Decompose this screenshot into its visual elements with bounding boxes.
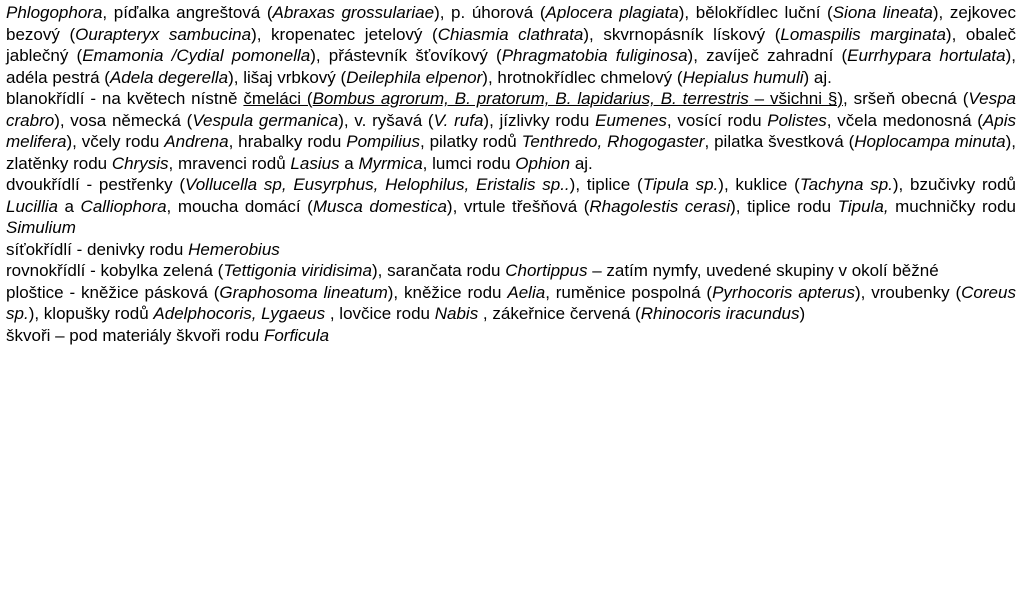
- text-run: ), přástevník šťovíkový (: [310, 46, 502, 65]
- latin-name: Forficula: [263, 325, 330, 345]
- text-run: ), klopušky rodů: [28, 304, 154, 323]
- text-run: a: [339, 153, 359, 173]
- text-run: muchničky rodu: [888, 196, 1016, 216]
- latin-name: Graphosoma lineatum: [219, 282, 388, 302]
- text-run: , mravenci rodů: [168, 153, 291, 173]
- text-run: blanokřídlí - na květech nístně: [6, 89, 244, 108]
- text-run: ), vroubenky (: [854, 282, 962, 302]
- latin-name: Lomaspilis marginata: [780, 24, 946, 44]
- latin-name: Phlogophora: [6, 3, 103, 22]
- latin-name: Rhagolestis cerasi: [589, 196, 731, 216]
- text-run: ploštice - kněžice pásková (: [6, 282, 220, 302]
- latin-name: Adela degerella: [109, 67, 229, 87]
- text-run: ), obaleč jablečný (: [6, 24, 1016, 65]
- latin-name: Myrmica: [358, 153, 423, 173]
- latin-name: Bombus agrorum, B. pratorum, B. lapidarius, B. terrestris: [312, 89, 749, 108]
- text-run: ), včely rodu: [66, 132, 165, 151]
- latin-name: Vespa crabro: [6, 89, 1016, 130]
- latin-name: Polistes: [767, 110, 827, 130]
- text-run: aj.: [570, 153, 593, 173]
- text-run: , lovčice rodu: [325, 304, 435, 323]
- latin-name: Hemerobius: [188, 239, 280, 259]
- latin-name: Chrysis: [111, 153, 169, 173]
- text-run: , moucha domácí (: [166, 196, 313, 216]
- latin-name: Adelphocoris, Lygaeus: [153, 304, 326, 323]
- text-run: a: [57, 196, 81, 216]
- latin-name: Hepialus humuli: [682, 67, 804, 87]
- latin-name: Abraxas grossulariae: [272, 3, 435, 22]
- text-run: čmeláci (: [243, 89, 313, 108]
- text-run: ) aj.: [803, 67, 832, 87]
- latin-name: Nabis: [434, 304, 479, 323]
- latin-name: Tipula,: [837, 196, 889, 216]
- latin-name: Emamonia /Cydial pomonella: [82, 46, 311, 65]
- latin-name: Apis melifera: [6, 110, 1016, 151]
- latin-name: Eumenes: [595, 110, 667, 130]
- paragraph-rovnokridli: [6, 260, 1016, 282]
- paragraph-dvoukridli: [6, 174, 1016, 239]
- text-run: rovnokřídlí - kobylka zelená (: [6, 261, 224, 280]
- document-body: [6, 2, 1016, 346]
- text-run: ), kuklice (: [718, 175, 800, 194]
- text-run: ), sarančata rodu: [372, 261, 506, 280]
- text-run: ), zlatěnky rodu: [6, 132, 1016, 173]
- latin-name: Tenthredo, Rhogogaster: [521, 132, 705, 151]
- text-run: ), kropenatec jetelový (: [251, 24, 438, 44]
- latin-name: Tachyna sp.: [799, 175, 893, 194]
- text-run: ), p. úhorová (: [434, 3, 546, 22]
- text-run: ), tiplice (: [569, 175, 643, 194]
- latin-name: Rhinocoris iracundus: [640, 304, 800, 323]
- latin-name: Vespula germanica: [192, 110, 339, 130]
- latin-name: Siona lineata: [832, 3, 933, 22]
- text-run: , lumci rodu: [422, 153, 516, 173]
- text-run: , včela medonosná (: [826, 110, 983, 130]
- text-run: ), jízlivky rodu: [483, 110, 596, 130]
- latin-name: Chortippus: [505, 261, 588, 280]
- latin-name: Andrena: [164, 132, 229, 151]
- text-run: ), tiplice rodu: [730, 196, 838, 216]
- text-run: , zákeřnice červená (: [478, 304, 641, 323]
- paragraph-sitokridli: [6, 239, 1016, 261]
- latin-name: Calliophora: [80, 196, 167, 216]
- latin-name: V. rufa: [433, 110, 484, 130]
- text-run: ), adéla pestrá (: [6, 46, 1016, 87]
- text-run: ), skvrnopásník lískový (: [583, 24, 781, 44]
- text-run: , ruměnice pospolná (: [545, 282, 713, 302]
- text-run: , vosící rodu: [666, 110, 768, 130]
- paragraph-blanokridli: [6, 88, 1016, 174]
- text-run: ), zejkovec bezový (: [6, 3, 1017, 44]
- text-run: ), hrotnokřídlec chmelový (: [482, 67, 683, 87]
- latin-name: Ourapteryx sambucina: [75, 24, 252, 44]
- paragraph-plostice: [6, 282, 1016, 325]
- text-run: , sršeň obecná (: [843, 89, 969, 108]
- latin-name: Phragmatobia fuliginosa: [501, 46, 688, 65]
- latin-name: Pyrhocoris apterus: [712, 282, 855, 302]
- text-run: ), vrtule třešňová (: [446, 196, 590, 216]
- latin-name: Tettigonia viridisima: [223, 261, 372, 280]
- paragraph-motyli: [6, 2, 1016, 88]
- latin-name: Ophion: [515, 153, 571, 173]
- latin-name: Tipula sp.: [642, 175, 719, 194]
- text-run: dvoukřídlí - pestřenky (: [6, 175, 185, 194]
- text-run: ), bzučivky rodů: [892, 175, 1016, 194]
- text-run: škvoři – pod materiály škvoři rodu: [6, 325, 264, 345]
- text-run: – všichni §): [748, 89, 843, 108]
- text-run: , hrabalky rodu: [228, 132, 347, 151]
- latin-name: Musca domestica: [312, 196, 447, 216]
- latin-name: Coreus sp.: [6, 282, 1016, 323]
- latin-name: Aelia: [507, 282, 546, 302]
- text-run: ), kněžice rodu: [387, 282, 508, 302]
- text-run: síťokřídlí - denivky rodu: [6, 239, 189, 259]
- latin-name: Simulium: [6, 218, 76, 237]
- text-run: , pilatka švestková (: [704, 132, 855, 151]
- text-run: ), v. ryšavá (: [338, 110, 434, 130]
- paragraph-skvori: [6, 325, 1016, 347]
- latin-name: Eurrhypara hortulata: [847, 46, 1006, 65]
- text-run: ), vosa německá (: [54, 110, 193, 130]
- latin-name: Aplocera plagiata: [545, 3, 679, 22]
- text-run: ), lišaj vrbkový (: [228, 67, 347, 87]
- latin-name: Chiasmia clathrata: [437, 24, 584, 44]
- latin-name: Deilephila elpenor: [346, 67, 483, 87]
- latin-name: Lucillia: [6, 196, 58, 216]
- text-run: ): [799, 304, 806, 323]
- latin-name: Vollucella sp, Eusyrphus, Helophilus, Eristalis sp..: [185, 175, 570, 194]
- text-run: ), bělokřídlec luční (: [678, 3, 833, 22]
- latin-name: Lasius: [290, 153, 340, 173]
- latin-name: Pompilius: [346, 132, 420, 151]
- text-run: ), zavíječ zahradní (: [687, 46, 848, 65]
- text-run: , píďalka angreštová (: [102, 3, 273, 22]
- text-run: , pilatky rodů: [419, 132, 522, 151]
- latin-name: Hoplocampa minuta: [854, 132, 1006, 151]
- text-run: – zatím nymfy, uvedené skupiny v okolí běžné: [587, 261, 939, 280]
